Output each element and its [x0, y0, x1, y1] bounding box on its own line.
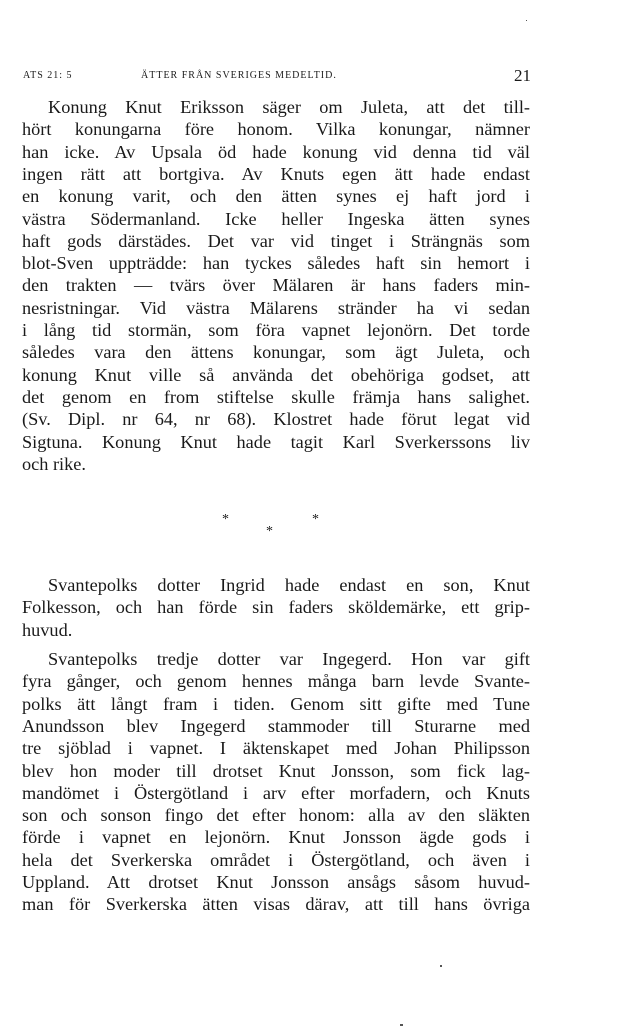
text-line: Sigtuna. Konung Knut hade tagit Karl Sverkerssons liv	[22, 431, 530, 452]
text-line: och rike.	[22, 453, 86, 474]
running-header	[23, 66, 531, 84]
text-line: i lång tid stormän, som föra vapnet lejonörn. Det torde	[22, 320, 530, 340]
text-line: son och sonson fingo det efter honom: alla av den släkten	[22, 805, 530, 826]
header-signature: ATS 21: 5	[23, 70, 73, 81]
separator-asterisk: *	[222, 512, 229, 527]
text-line: polks ätt långt fram i tiden. Genom sitt gifte med Tune	[22, 693, 530, 714]
scan-speck	[440, 965, 442, 967]
text-line: hört konungarna före honom. Vilka konungar, nämner	[22, 119, 530, 140]
scan-speck	[526, 20, 527, 21]
text-line: blev hon moder till drotset Knut Jonsson, som fick lag-	[22, 760, 530, 781]
text-line: Uppland. Att drotset Knut Jonsson ansågs såsom huvud-	[22, 872, 530, 892]
text-line: huvud.	[22, 619, 73, 640]
section-separator	[0, 512, 624, 552]
text-line: västra Södermanland. Icke heller Ingeska ätten synes	[22, 208, 530, 229]
page-number: 21	[514, 66, 531, 85]
text-line: konung Knut ville så använda det obehöriga godset, att	[22, 364, 530, 385]
text-line: tre sjöblad i vapnet. I äktenskapet med Johan Philipsson	[22, 738, 530, 759]
text-line: Konung Knut Eriksson säger om Juleta, att det till-	[48, 97, 530, 117]
text-line: han icke. Av Upsala öd hade konung vid denna tid väl	[22, 141, 530, 162]
text-line: förde i vapnet en lejonörn. Knut Jonsson ägde gods i	[22, 827, 530, 848]
text-line: fyra gånger, och genom hennes många barn levde Svante-	[22, 671, 530, 692]
text-line: blot-Sven uppträdde: han tyckes således haft sin hemort i	[22, 253, 530, 274]
text-line: nesristningar. Vid västra Mälarens stränder ha vi sedan	[22, 297, 530, 318]
text-line: Svantepolks tredje dotter var Ingegerd. Hon var gift	[48, 649, 530, 669]
text-line: man för Sverkerska ätten visas därav, att till hans övriga	[22, 894, 530, 915]
scan-speck	[400, 1024, 403, 1026]
text-line: mandömet i Östergötland i arv efter morfadern, och Knuts	[22, 782, 530, 803]
text-line: Svantepolks dotter Ingrid hade endast en son, Knut	[48, 575, 530, 595]
text-line: (Sv. Dipl. nr 64, nr 68). Klostret hade förut legat vid	[22, 409, 530, 430]
text-line: Folkesson, och han förde sin faders sköldemärke, ett grip-	[22, 597, 530, 618]
separator-asterisk: *	[312, 512, 319, 527]
text-line: ingen rätt att bortgiva. Av Knuts egen ätt hade endast	[22, 163, 530, 184]
text-line: en konung varit, och den ätten synes ej haft jord i	[22, 186, 530, 207]
text-line: Anundsson blev Ingegerd stammoder till Sturarne med	[22, 715, 530, 736]
text-line: således vara den ättens konungar, som ägt Juleta, och	[22, 342, 530, 363]
separator-asterisk: *	[266, 524, 273, 539]
header-title: ÄTTER FRÅN SVERIGES MEDELTID.	[141, 70, 337, 81]
text-line: den trakten — tvärs över Mälaren är hans faders min-	[22, 275, 530, 296]
text-line: det genom en from stiftelse skulle främja hans salighet.	[22, 386, 530, 407]
text-line: haft gods därstädes. Det var vid tinget i Strängnäs som	[22, 230, 530, 251]
text-line: hela det Sverkerska området i Östergötland, och även i	[22, 849, 530, 870]
